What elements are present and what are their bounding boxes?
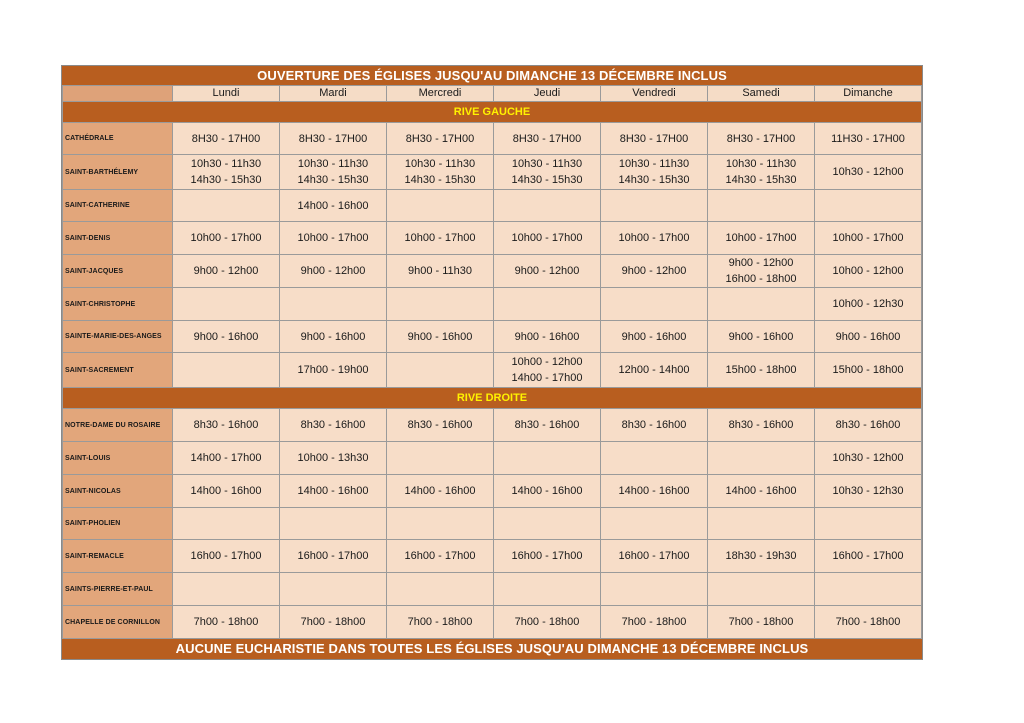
hours-cell: [815, 353, 922, 388]
church-name: SAINT-DENIS: [63, 222, 173, 255]
opening-hours: 8H30 - 17H00: [619, 132, 689, 145]
hours-cell: [387, 353, 494, 388]
hours-cell: [815, 288, 922, 321]
hours-cell: [387, 540, 494, 573]
hours-cell: [708, 606, 815, 639]
opening-hours-table: [62, 85, 922, 639]
opening-hours: 10h30 - 11h30: [297, 158, 369, 170]
church-row: [63, 123, 922, 155]
church-row: [63, 321, 922, 353]
opening-hours: 9h00 - 16h00: [835, 330, 901, 343]
hours-cell: [708, 255, 815, 288]
hours-cell: [280, 190, 387, 222]
hours-cell: [387, 409, 494, 442]
hours-cell: [815, 508, 922, 540]
opening-hours: 16h00 - 17h00: [190, 550, 262, 562]
hours-cell: [280, 255, 387, 288]
day-header: Mercredi: [387, 86, 494, 102]
church-name: CHAPELLE DE CORNILLON: [63, 606, 173, 639]
hours-cell: [494, 321, 601, 353]
opening-hours: 16h00 - 17h00: [618, 550, 690, 562]
opening-hours: 8H30 - 17H00: [405, 132, 475, 145]
hours-cell: [815, 573, 922, 606]
hours-cell: [601, 222, 708, 255]
hours-cell: [387, 190, 494, 222]
hours-cell: [494, 442, 601, 475]
hours-cell: [280, 508, 387, 540]
opening-hours: 7h00 - 18h00: [835, 616, 901, 628]
hours-cell: [280, 475, 387, 508]
section-label: RIVE DROITE: [63, 388, 922, 409]
opening-hours: 15h00 - 18h00: [725, 364, 797, 376]
hours-cell: [173, 155, 280, 190]
hours-cell: [494, 288, 601, 321]
day-header-row: [63, 86, 922, 102]
opening-hours: 10h00 - 12h00: [832, 265, 904, 277]
opening-hours: 10h30 - 11h30: [190, 158, 262, 170]
opening-hours: 10h00 - 17h00: [618, 232, 690, 244]
hours-cell: [601, 155, 708, 190]
hours-cell: [280, 573, 387, 606]
hours-cell: [173, 321, 280, 353]
church-name: SAINT-BARTHÉLEMY: [63, 155, 173, 190]
opening-hours: 9h00 - 12h00: [514, 265, 580, 277]
hours-cell: [494, 255, 601, 288]
hours-cell: [601, 190, 708, 222]
opening-hours: 16h00 - 17h00: [832, 550, 904, 562]
hours-cell: [601, 288, 708, 321]
hours-cell: [280, 321, 387, 353]
church-row: [63, 190, 922, 222]
hours-cell: [815, 606, 922, 639]
opening-hours: 8h30 - 16h00: [621, 419, 687, 431]
hours-cell: [387, 442, 494, 475]
day-header: Lundi: [173, 86, 280, 102]
hours-cell: [601, 409, 708, 442]
hours-cell: [494, 508, 601, 540]
hours-cell: [280, 442, 387, 475]
hours-cell: [708, 540, 815, 573]
opening-hours: 10h30 - 11h30: [404, 158, 476, 170]
church-name: SAINT-PHOLIEN: [63, 508, 173, 540]
opening-hours: 7h00 - 18h00: [514, 616, 580, 628]
church-row: [63, 255, 922, 288]
hours-cell: [173, 409, 280, 442]
opening-hours: 16h00 - 17h00: [297, 550, 369, 562]
church-row: [63, 475, 922, 508]
hours-cell: [601, 606, 708, 639]
hours-cell: [601, 123, 708, 155]
opening-hours: 8h30 - 16h00: [300, 419, 366, 431]
opening-hours: 14h00 - 16h00: [297, 485, 369, 497]
hours-cell: [708, 190, 815, 222]
hours-cell: [815, 123, 922, 155]
opening-hours: 14h30 - 15h30: [297, 174, 369, 186]
hours-cell: [387, 606, 494, 639]
hours-cell: [601, 540, 708, 573]
opening-hours: 10h00 - 17h00: [297, 232, 369, 244]
opening-hours: 16h00 - 17h00: [511, 550, 583, 562]
opening-hours: 9h00 - 16h00: [300, 330, 366, 343]
hours-cell: [708, 353, 815, 388]
hours-cell: [494, 123, 601, 155]
opening-hours: 9h00 - 12h00: [300, 265, 366, 277]
header-corner: [63, 86, 173, 102]
hours-cell: [494, 573, 601, 606]
day-header: Samedi: [708, 86, 815, 102]
opening-hours: 10h30 - 12h00: [832, 452, 904, 464]
opening-hours: 14h00 - 17h00: [511, 372, 583, 384]
hours-cell: [815, 321, 922, 353]
hours-cell: [173, 475, 280, 508]
hours-cell: [173, 606, 280, 639]
opening-hours: 7h00 - 18h00: [728, 616, 794, 628]
opening-hours: 8H30 - 17H00: [298, 132, 368, 145]
hours-cell: [494, 155, 601, 190]
hours-cell: [494, 222, 601, 255]
day-header: Vendredi: [601, 86, 708, 102]
opening-hours: 9h00 - 12h00: [728, 257, 794, 269]
opening-hours: 17h00 - 19h00: [297, 364, 369, 376]
opening-hours: 8H30 - 17H00: [726, 132, 796, 145]
hours-cell: [708, 508, 815, 540]
hours-cell: [387, 155, 494, 190]
opening-hours: 7h00 - 18h00: [407, 616, 473, 628]
opening-hours: 9h00 - 12h00: [193, 265, 259, 277]
opening-hours: 14h00 - 16h00: [511, 485, 583, 497]
hours-cell: [815, 442, 922, 475]
church-row: [63, 540, 922, 573]
opening-hours: 10h00 - 12h00: [511, 356, 583, 368]
hours-cell: [173, 442, 280, 475]
opening-hours: 10h30 - 11h30: [618, 158, 690, 170]
opening-hours: 14h30 - 15h30: [725, 174, 797, 186]
hours-cell: [708, 475, 815, 508]
church-name: SAINT-JACQUES: [63, 255, 173, 288]
opening-hours: 10h00 - 12h30: [832, 298, 904, 310]
hours-cell: [601, 442, 708, 475]
opening-hours: 14h30 - 15h30: [404, 174, 476, 186]
schedule-body: [63, 102, 922, 639]
hours-cell: [601, 508, 708, 540]
hours-cell: [601, 573, 708, 606]
opening-hours: 14h00 - 16h00: [618, 485, 690, 497]
opening-hours: 10h00 - 17h00: [190, 232, 262, 244]
schedule-title: OUVERTURE DES ÉGLISES JUSQU'AU DIMANCHE 13 DÉCEMBRE INCLUS: [62, 66, 922, 85]
church-name: NOTRE-DAME DU ROSAIRE: [63, 409, 173, 442]
church-name: SAINT-REMACLE: [63, 540, 173, 573]
hours-cell: [494, 409, 601, 442]
hours-cell: [601, 353, 708, 388]
hours-cell: [173, 353, 280, 388]
hours-cell: [280, 353, 387, 388]
section-header-row: [63, 102, 922, 123]
church-name: SAINTS-PIERRE-ET-PAUL: [63, 573, 173, 606]
opening-hours: 10h30 - 11h30: [725, 158, 797, 170]
opening-hours: 14h30 - 15h30: [511, 174, 583, 186]
opening-hours: 8h30 - 16h00: [407, 419, 473, 431]
opening-hours: 10h00 - 17h00: [832, 232, 904, 244]
church-name: SAINTE-MARIE-DES-ANGES: [63, 321, 173, 353]
hours-cell: [815, 255, 922, 288]
opening-hours: 8h30 - 16h00: [193, 419, 259, 431]
hours-cell: [173, 508, 280, 540]
hours-cell: [173, 255, 280, 288]
opening-hours: 9h00 - 12h00: [621, 265, 687, 277]
opening-hours: 16h00 - 18h00: [725, 273, 797, 285]
hours-cell: [815, 190, 922, 222]
day-header: Mardi: [280, 86, 387, 102]
hours-cell: [494, 353, 601, 388]
hours-cell: [173, 540, 280, 573]
hours-cell: [708, 288, 815, 321]
hours-cell: [280, 540, 387, 573]
church-row: [63, 409, 922, 442]
opening-hours: 14h00 - 16h00: [190, 485, 262, 497]
opening-hours: 8h30 - 16h00: [514, 419, 580, 431]
hours-cell: [280, 222, 387, 255]
hours-cell: [601, 475, 708, 508]
hours-cell: [387, 321, 494, 353]
hours-cell: [280, 606, 387, 639]
section-label: RIVE GAUCHE: [63, 102, 922, 123]
opening-hours: 7h00 - 18h00: [300, 616, 366, 628]
hours-cell: [387, 573, 494, 606]
hours-cell: [708, 222, 815, 255]
day-header: Dimanche: [815, 86, 922, 102]
church-row: [63, 442, 922, 475]
hours-cell: [280, 123, 387, 155]
hours-cell: [494, 606, 601, 639]
church-name: SAINT-NICOLAS: [63, 475, 173, 508]
opening-hours: 14h00 - 16h00: [404, 485, 476, 497]
opening-hours: 7h00 - 18h00: [621, 616, 687, 628]
church-name: SAINT-CATHERINE: [63, 190, 173, 222]
hours-cell: [173, 573, 280, 606]
opening-hours: 14h00 - 16h00: [297, 199, 369, 212]
opening-hours: 10h00 - 17h00: [725, 232, 797, 244]
opening-hours: 14h30 - 15h30: [190, 174, 262, 186]
hours-cell: [601, 321, 708, 353]
church-name: SAINT-CHRISTOPHE: [63, 288, 173, 321]
church-row: [63, 606, 922, 639]
church-row: [63, 155, 922, 190]
hours-cell: [815, 540, 922, 573]
opening-hours: 9h00 - 16h00: [728, 330, 794, 343]
hours-cell: [708, 409, 815, 442]
hours-cell: [815, 475, 922, 508]
hours-cell: [494, 475, 601, 508]
opening-hours-sheet: [61, 65, 923, 660]
opening-hours: 10h30 - 11h30: [511, 158, 583, 170]
church-row: [63, 222, 922, 255]
hours-cell: [601, 255, 708, 288]
opening-hours: 8h30 - 16h00: [835, 419, 901, 431]
opening-hours: 14h30 - 15h30: [618, 174, 690, 186]
section-header-row: [63, 388, 922, 409]
opening-hours: 10h30 - 12h00: [832, 166, 904, 178]
church-name: SAINT-LOUIS: [63, 442, 173, 475]
opening-hours: 14h00 - 16h00: [725, 485, 797, 497]
opening-hours: 9h00 - 16h00: [514, 330, 580, 343]
opening-hours: 8h30 - 16h00: [728, 419, 794, 431]
hours-cell: [494, 190, 601, 222]
opening-hours: 15h00 - 18h00: [832, 364, 904, 376]
church-row: [63, 353, 922, 388]
hours-cell: [280, 288, 387, 321]
church-name: CATHÉDRALE: [63, 123, 173, 155]
hours-cell: [387, 475, 494, 508]
hours-cell: [173, 222, 280, 255]
opening-hours: 18h30 - 19h30: [725, 550, 797, 562]
church-name: SAINT-SACREMENT: [63, 353, 173, 388]
hours-cell: [387, 255, 494, 288]
hours-cell: [173, 123, 280, 155]
opening-hours: 9h00 - 11h30: [407, 265, 473, 277]
church-row: [63, 573, 922, 606]
opening-hours: 9h00 - 16h00: [193, 330, 259, 343]
opening-hours: 10h00 - 13h30: [297, 452, 369, 464]
opening-hours: 8H30 - 17H00: [191, 132, 261, 145]
opening-hours: 9h00 - 16h00: [621, 330, 687, 343]
hours-cell: [708, 155, 815, 190]
hours-cell: [708, 321, 815, 353]
church-row: [63, 508, 922, 540]
hours-cell: [815, 155, 922, 190]
hours-cell: [387, 288, 494, 321]
hours-cell: [280, 409, 387, 442]
hours-cell: [173, 288, 280, 321]
opening-hours: 10h00 - 17h00: [511, 232, 583, 244]
hours-cell: [708, 123, 815, 155]
opening-hours: 7h00 - 18h00: [193, 616, 259, 628]
opening-hours: 8H30 - 17H00: [512, 132, 582, 145]
church-row: [63, 288, 922, 321]
opening-hours: 9h00 - 16h00: [407, 330, 473, 343]
opening-hours: 10h30 - 12h30: [832, 485, 904, 497]
opening-hours: 10h00 - 17h00: [404, 232, 476, 244]
hours-cell: [280, 155, 387, 190]
schedule-footer: AUCUNE EUCHARISTIE DANS TOUTES LES ÉGLISES JUSQU'AU DIMANCHE 13 DÉCEMBRE INCLUS: [62, 639, 922, 659]
hours-cell: [494, 540, 601, 573]
day-header: Jeudi: [494, 86, 601, 102]
opening-hours: 14h00 - 17h00: [190, 452, 262, 464]
hours-cell: [387, 222, 494, 255]
hours-cell: [708, 442, 815, 475]
hours-cell: [815, 409, 922, 442]
opening-hours: 12h00 - 14h00: [618, 364, 690, 376]
hours-cell: [173, 190, 280, 222]
hours-cell: [815, 222, 922, 255]
hours-cell: [708, 573, 815, 606]
opening-hours: 16h00 - 17h00: [404, 550, 476, 562]
hours-cell: [387, 123, 494, 155]
opening-hours: 11H30 - 17H00: [831, 132, 905, 145]
hours-cell: [387, 508, 494, 540]
